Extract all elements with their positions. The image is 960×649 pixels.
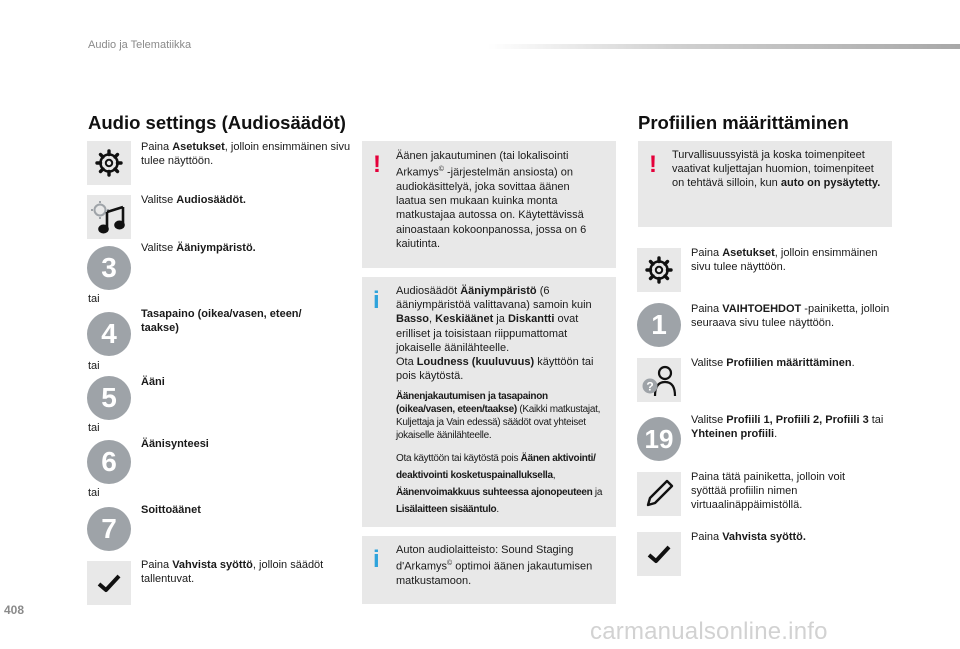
music-settings-icon xyxy=(89,199,129,235)
step-text: Paina Vahvista syöttö, jolloin säädöt tallentuvat. xyxy=(141,559,324,585)
gear-icon xyxy=(644,255,674,285)
step-text: Valitse Ääniympäristö. xyxy=(141,242,256,254)
audio-settings-button[interactable] xyxy=(87,195,131,239)
info-note xyxy=(362,536,616,604)
info-icon: i xyxy=(373,287,380,314)
step-number-badge: 7 xyxy=(87,507,131,551)
step-text: Äänisynteesi xyxy=(141,438,209,450)
step-text: Ääni xyxy=(141,376,165,388)
profiles-title: Profiilien määrittäminen xyxy=(638,112,849,133)
header-rule xyxy=(488,44,960,49)
step-text: Paina Asetukset, jolloin ensimmäinen sivu tulee näyttöön. xyxy=(141,141,351,167)
svg-text:?: ? xyxy=(646,379,654,394)
step-number-badge: 3 xyxy=(87,246,131,290)
step-text: Paina tätä painiketta, jolloin voit syöttää profiilin nimen virtuaalinäppäimistöllä. xyxy=(691,471,846,511)
profiles-button[interactable] xyxy=(637,358,681,402)
gear-icon xyxy=(94,148,124,178)
step-number-badge: 5 xyxy=(87,376,131,420)
info-paragraph: Audiosäädöt Ääniympäristö (6 ääniympäristöä valittavana) samoin kuin Basso, Keskiäänet ja Diskantti ovat erilliset ja toisistaan riippumattomat jokaiselle äänilähteelle. xyxy=(396,285,592,354)
step-text: Paina Vahvista syöttö. xyxy=(691,531,806,543)
warning-text: Turvallisuussyistä ja koska toimenpiteet vaativat kuljettajan huomion, toimenpiteet on tehtävä silloin, kun auto on pysäytetty. xyxy=(672,149,881,190)
confirm-button[interactable] xyxy=(87,561,131,605)
step-text: Tasapaino (oikea/vasen, eteen/ taakse) xyxy=(141,308,302,334)
step-number-badge: 1 xyxy=(637,303,681,347)
step-text: Soittoäänet xyxy=(141,504,201,516)
confirm-button[interactable] xyxy=(637,532,681,576)
pencil-icon xyxy=(642,477,676,511)
checkmark-icon xyxy=(647,544,671,564)
step-text: Valitse Profiilien määrittäminen. xyxy=(691,357,855,369)
running-header: Audio ja Telematiikka xyxy=(88,39,192,51)
info-paragraph: Ota Loudness (kuuluvuus) käyttöön tai pois käytöstä. xyxy=(396,356,594,383)
info-paragraph: Ota käyttöön tai käytöstä pois Äänen aktivointi/ deaktivointi kosketuspainalluksella, Äänenvoimakkuus suhteessa ajonopeuteen ja Lisälaitteen sisääntulo. xyxy=(396,453,603,516)
profile-question-icon xyxy=(639,362,679,398)
or-label: tai xyxy=(88,293,100,305)
step-text: Valitse Profiili 1, Profiili 2, Profiili 3 tai Yhteinen profiili. xyxy=(691,414,884,440)
step-number-badge: 19 xyxy=(637,417,681,461)
checkmark-icon xyxy=(97,573,121,593)
or-label: tai xyxy=(88,487,100,499)
warning-note xyxy=(362,141,616,268)
settings-button[interactable] xyxy=(87,141,131,185)
step-number-badge: 4 xyxy=(87,312,131,356)
or-label: tai xyxy=(88,360,100,372)
info-text xyxy=(396,284,606,518)
or-label: tai xyxy=(88,422,100,434)
step-text: Paina Asetukset, jolloin ensimmäinen sivu tulee näyttöön. xyxy=(691,247,878,273)
warning-icon: ! xyxy=(649,151,657,178)
info-text: Auton audiolaitteisto: Sound Staging d'Arkamys© optimoi äänen jakautumisen matkustamoon. xyxy=(396,544,593,588)
info-note xyxy=(362,277,616,527)
info-paragraph: Äänenjakautumisen ja tasapainon (oikea/vasen, eteen/taakse) (Kaikki matkustajat, Kuljettaja ja Vain edessä) säädöt ovat yhteiset jokaiselle äänilähteelle. xyxy=(396,391,601,442)
warning-text: Äänen jakautuminen (tai lokalisointi Arkamys© -järjestelmän ansiosta) on audiokäsittelyä, joka sovittaa äänen laatua sen mukaan kuinka monta matkustajaa autossa on. Käytettävissä ainoastaan kokoonpanossa, jossa on 6 kaiutinta. xyxy=(396,150,587,250)
info-icon: i xyxy=(373,546,380,573)
step-text: Paina VAIHTOEHDOT -painiketta, jolloin seuraava sivu tulee näyttöön. xyxy=(691,303,890,329)
step-text: Valitse Audiosäädöt. xyxy=(141,194,246,206)
audio-settings-title: Audio settings (Audiosäädöt) xyxy=(88,112,346,133)
page-number: 408 xyxy=(4,603,25,617)
warning-note xyxy=(638,141,892,227)
watermark: carmanualsonline.info xyxy=(590,618,828,645)
settings-button[interactable] xyxy=(637,248,681,292)
step-number-badge: 6 xyxy=(87,440,131,484)
edit-name-button[interactable] xyxy=(637,472,681,516)
warning-icon: ! xyxy=(373,151,381,178)
